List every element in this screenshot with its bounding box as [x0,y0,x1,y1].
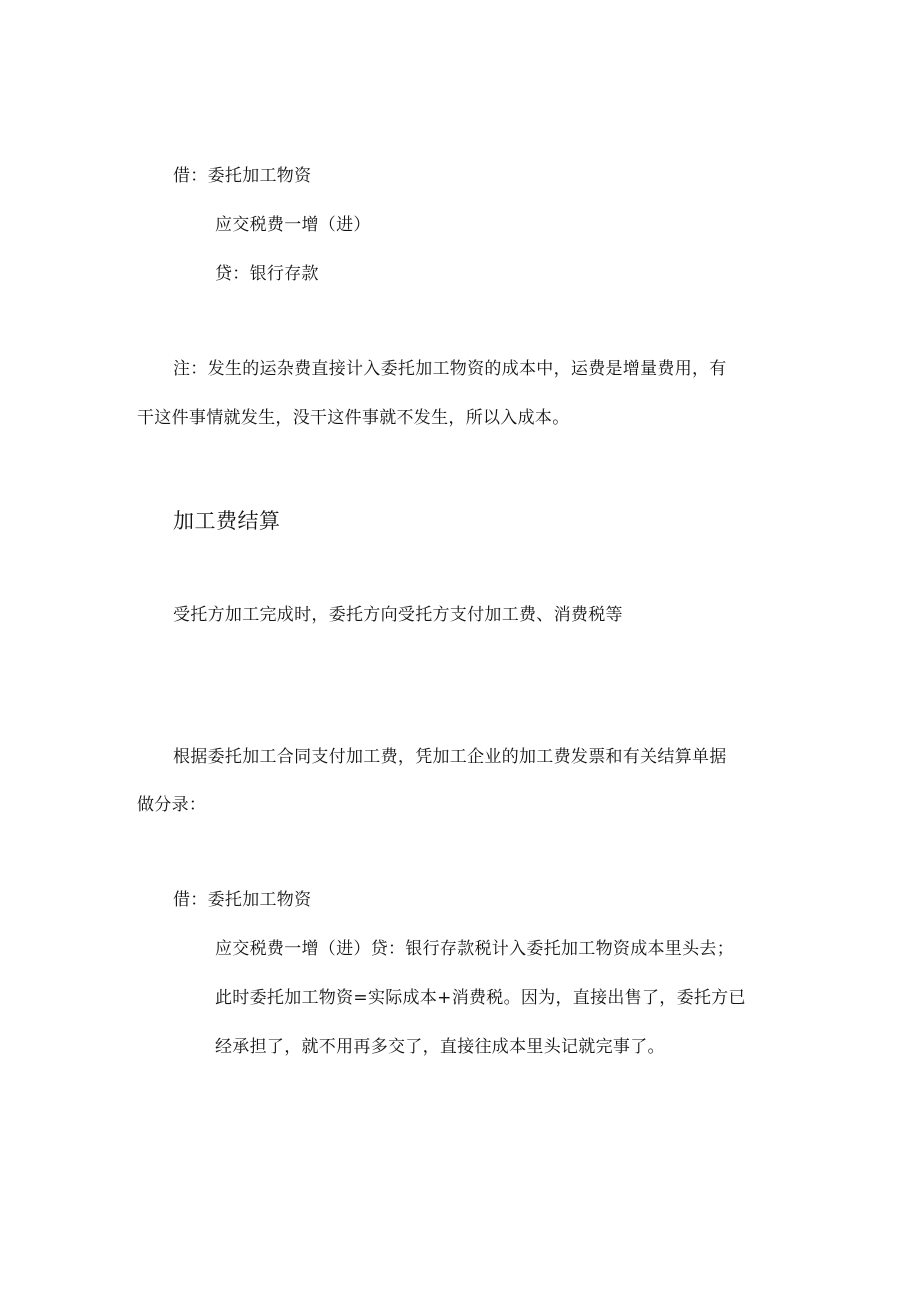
entry1-debit: 借：委托加工物资 [173,166,312,186]
basis-line-2: 做分录： [137,795,207,815]
entry2-line-2: 此时委托加工物资=实际成本+消费税。因为，直接出售了，委托方已 [215,988,746,1008]
entry2-debit: 借：委托加工物资 [173,890,312,910]
basis-line-1: 根据委托加工合同支付加工费，凭加工企业的加工费发票和有关结算单据 [173,747,727,767]
entry2-line-3: 经承担了，就不用再多交了，直接往成本里头记就完事了。 [215,1037,665,1057]
entry1-tax: 应交税费一增（进） [215,215,371,235]
entry2-line-1: 应交税费一增（进）贷：银行存款税计入委托加工物资成本里头去； [215,939,734,959]
section-heading: 加工费结算 [173,509,281,533]
entry1-credit: 贷：银行存款 [215,264,319,284]
note-line-1: 注：发生的运杂费直接计入委托加工物资的成本中，运费是增量费用，有 [173,359,727,379]
section-intro: 受托方加工完成时，委托方向受托方支付加工费、消费税等 [173,605,623,625]
note-line-2: 干这件事情就发生，没干这件事就不发生，所以入成本。 [137,408,570,428]
